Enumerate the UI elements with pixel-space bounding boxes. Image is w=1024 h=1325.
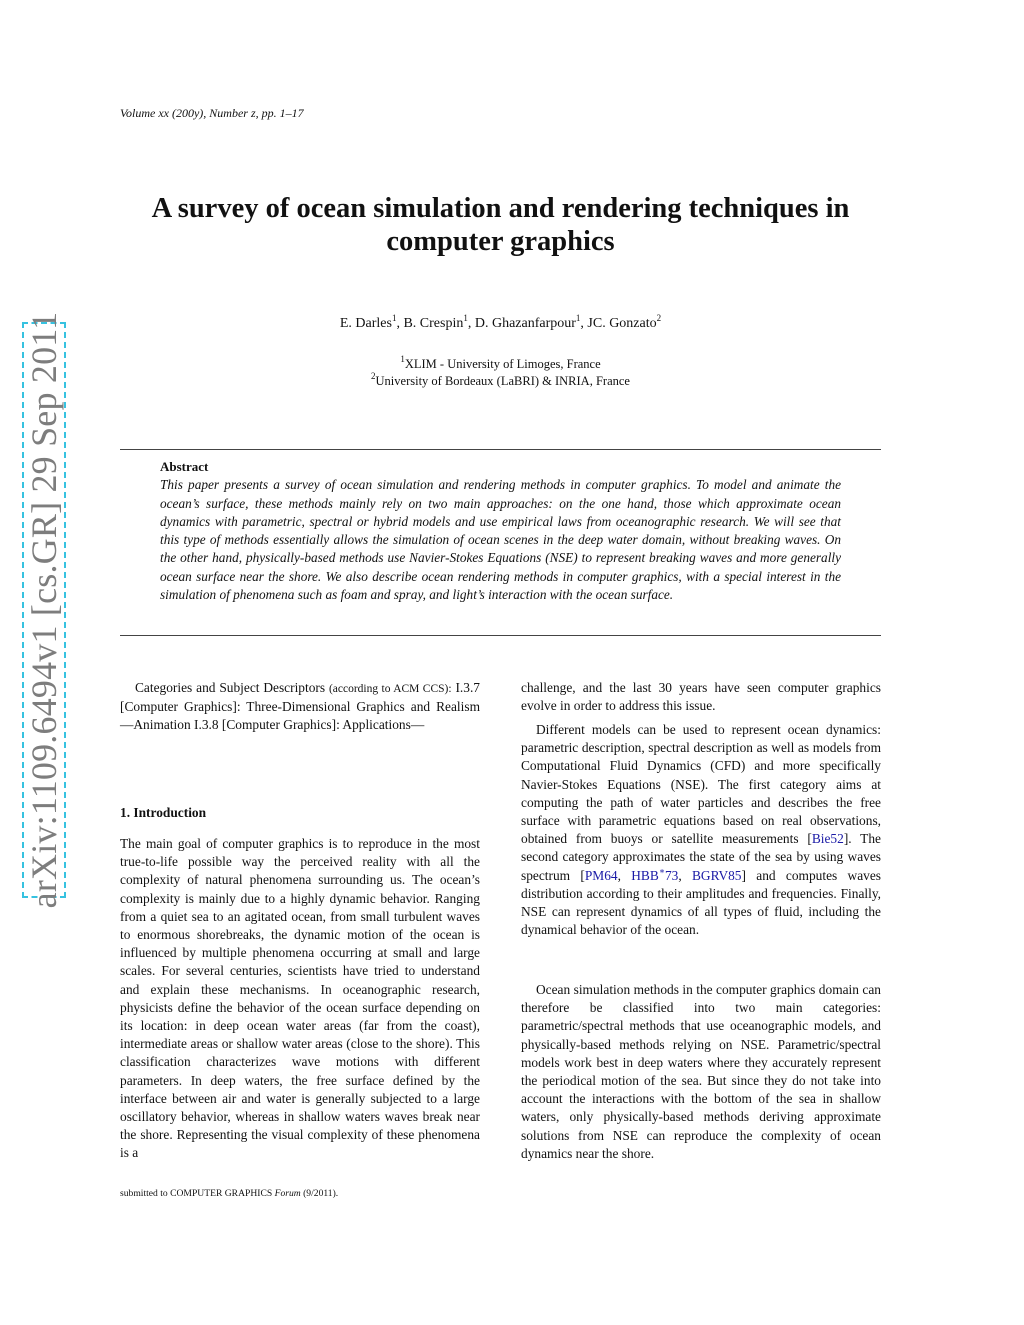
citation-pm64[interactable]: PM64: [584, 867, 618, 883]
arxiv-stamp[interactable]: [22, 311, 66, 909]
footer-note: submitted to COMPUTER GRAPHICS Forum (9/2011).: [120, 1188, 339, 1199]
left-column: [120, 679, 480, 735]
author-1: E. Darles$^1$: [339, 313, 397, 331]
author-2: B. Crespin$^1$: [403, 313, 468, 331]
title-line-2: computer graphics: [386, 226, 615, 257]
citation-bgrv85[interactable]: BGRV85: [691, 867, 742, 883]
author-4: JC. Gonzato$^2$: [587, 313, 662, 331]
arxiv-identifier: arXiv:1109.6494v1 [cs.GR] 29 Sep 2011: [24, 311, 64, 909]
abstract-top-rule: [120, 449, 881, 450]
title-line-1: A survey of ocean simulation and rendering techniques in: [151, 193, 850, 224]
affiliation-2: $^2$University of Bordeaux (LaBRI) & INRIA, France: [371, 371, 630, 388]
affiliations: [120, 356, 881, 390]
intro-paragraph: The main goal of computer graphics is to reproduce in the most true-to-life possible way the perceived reality with all the complexity of natural phenomena surrounding us. The ocean’s complexity is mainly due to a highly dynamic behavior. Ranging from a quiet sea to an agitated ocean, from small turbulent waves to enormous shorebreaks, the dynamic motion of the ocean is influenced by multiple phenomena occurring at small and large scales. For several centuries, scientists have tried to understand and explain these mechanisms. In oceanographic research, physicists define the behavior of the ocean surface depending on its location: in deep ocean water areas (far from the coast), intermediate areas or shallow water areas (close to the shore). This classification characterizes wave motions with different parameters. In deep waters, the free surface defined by the interface between air and water is generally subjected to a large oscillatory behavior, whereas in shallow waters waves break near the shore. Representing the visual complexity of these phenomena is a: [120, 836, 480, 1161]
abstract: [160, 458, 841, 604]
affiliation-1: $^1$XLIM - University of Limoges, France: [400, 354, 601, 371]
citation-hbb73[interactable]: HBB∗73: [631, 865, 679, 883]
right-column-p1: challenge, and the last 30 years have seen computer graphics evolve in order to address this issue.: [521, 680, 881, 714]
right-column-p3: Ocean simulation methods in the computer graphics domain can therefore be classified into two main categories: parametric/spectral methods that use oceanographic models, and physically-based methods relying on NSE. Parametric/spectral models work best in deep waters where they accurately represent the periodical motion of the sea. But since they do not take into account the interactions with the bottom of the sea in shallow waters, only physically-based methods deriving approximate solutions from NSE can reproduce the complexity of ocean dynamics near the shore.: [521, 982, 881, 1161]
abstract-text: This paper presents a survey of ocean simulation and rendering methods in computer graphics. To model and animate the ocean’s surface, these methods mainly rely on two main approaches: on the one hand, those which approximate ocean dynamics with parametric, spectral or hybrid models and use empirical laws from oceanographic research. We will see that this type of methods essentially allows the simulation of ocean scenes in the deep water domain, without breaking waves. On the other hand, physically-based methods use Navier-Stokes Equations (NSE) to represent breaking waves and more generally ocean surface near the shore. We also describe ocean rendering methods in computer graphics, with a special interest in the simulation of phenomena such as foam and spray, and light’s interaction with the ocean surface.: [160, 477, 841, 603]
abstract-bottom-rule: [120, 635, 881, 636]
author-3: D. Ghazanfarpour$^1$: [474, 313, 581, 331]
abstract-heading: Abstract: [160, 459, 209, 474]
paper-title: [120, 192, 881, 258]
ccs-descriptors: Categories and Subject Descriptors (according to ACM CCS): I.3.7 [Computer Graphics]: Three-Dimensional Graphics and Realism—Animation I.3.8 [Computer Graphics]: Applications—: [120, 680, 480, 733]
citation-bie52[interactable]: Bie52: [811, 831, 844, 847]
author-list: E. Darles$^1$, B. Crespin$^1$, D. Ghazanfarpour$^1$, JC. Gonzato$^2$: [339, 313, 662, 331]
journal-line: Volume xx (200y), Number z, pp. 1–17: [120, 106, 304, 120]
section-heading-introduction: 1. Introduction: [120, 805, 207, 820]
right-column-p2: Different models can be used to represent ocean dynamics: parametric description, spectral description as well as models from Computational Fluid Dynamics (CFD) and more specifically Navier-Stokes Equations (NSE). The first category aims at computing the path of water particles and describes the free surface with parametric equations based on real observations, obtained from buoys or satellite measurements [Bie52]. The second category approximates the state of the sea by using waves spectrum [PM64, HBB∗73, BGRV85] and computes waves distribution according to their amplitudes and frequencies. Finally, NSE can represent dynamics of all types of fluid, including the dynamical behavior of the ocean.: [521, 722, 882, 938]
running-header: [120, 106, 304, 121]
